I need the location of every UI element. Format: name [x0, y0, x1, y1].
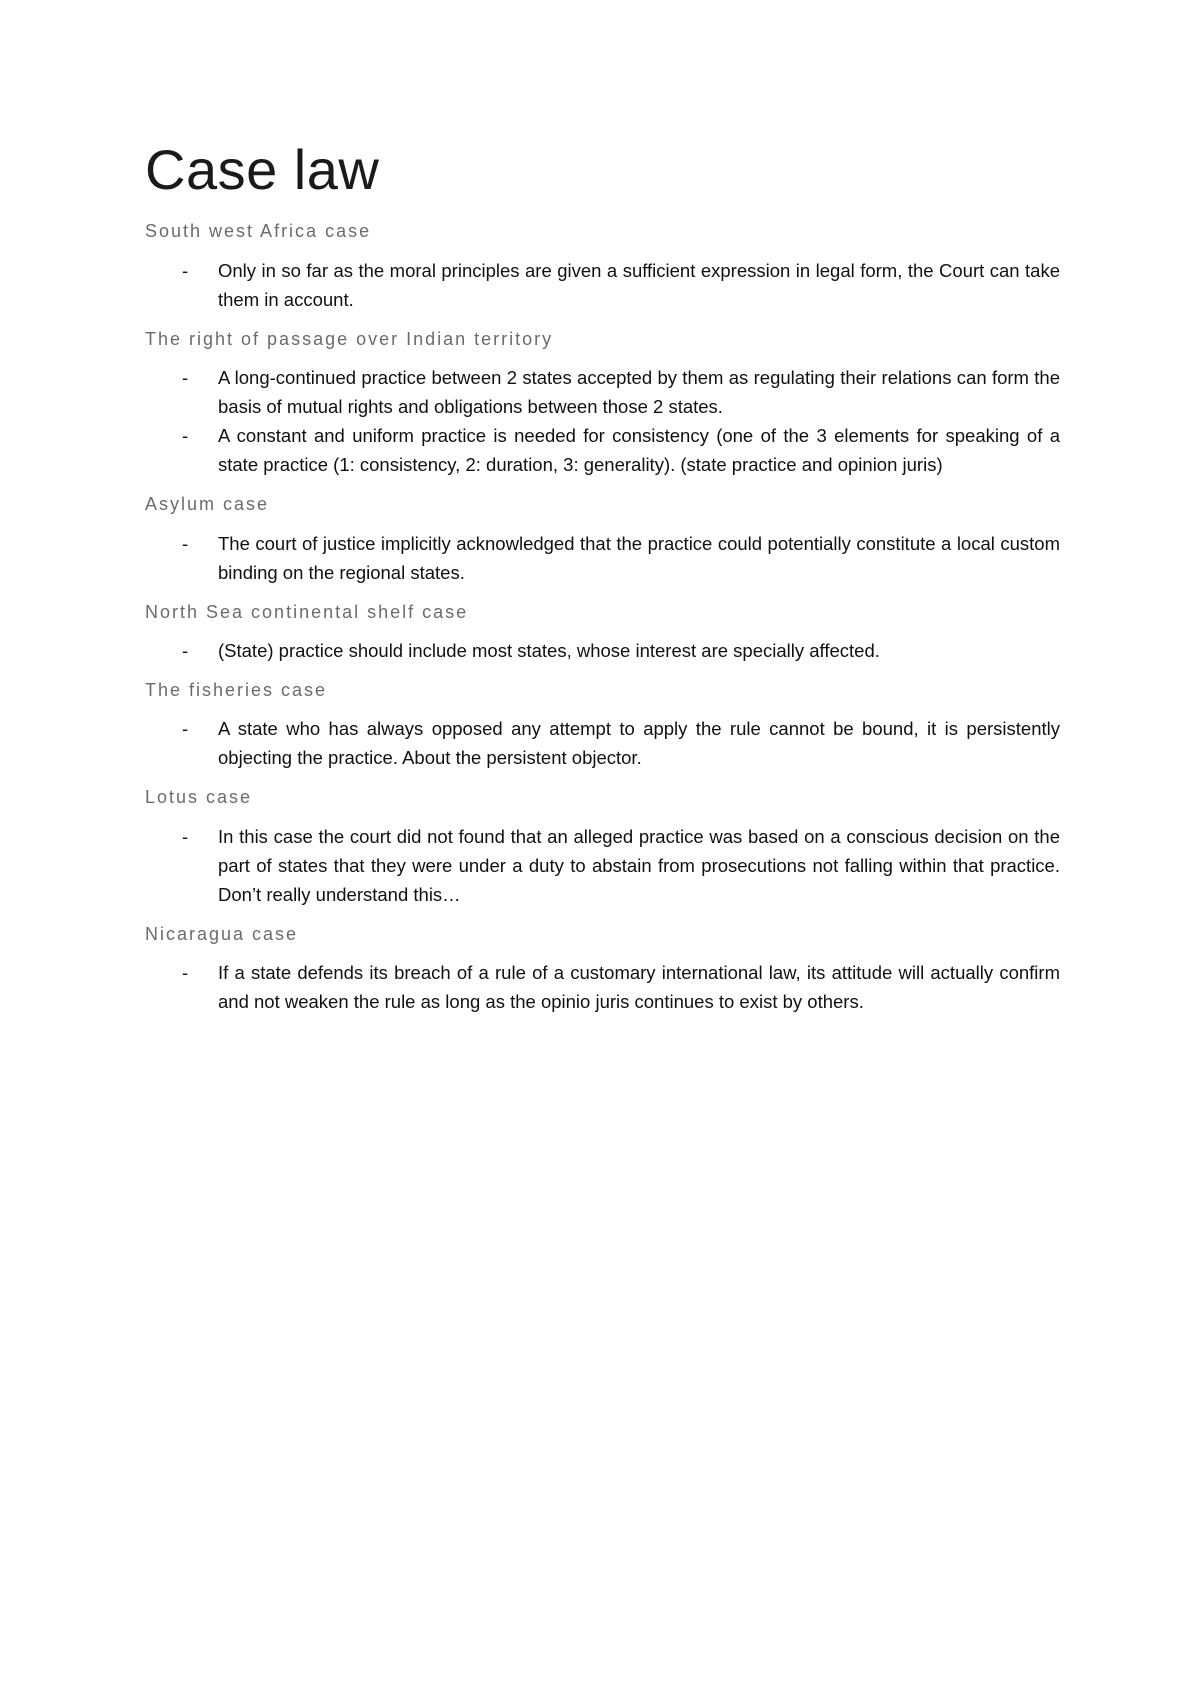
dash-bullet: -: [182, 825, 189, 847]
case-point: [145, 421, 1060, 479]
dash-bullet: -: [182, 425, 189, 447]
dash-bullet: -: [182, 639, 189, 661]
case-point: [145, 363, 1060, 421]
case-point-text: A constant and uniform practice is needed for consistency (one of the 3 elements for speaking of a state practice (1: consistency, 2: duration, 3: generality). (state practice and opinion juris): [218, 425, 1060, 476]
case-section-right-of-passage: [145, 328, 1060, 479]
case-point: [145, 822, 1060, 909]
case-point: [145, 958, 1060, 1016]
case-point: [145, 714, 1060, 772]
case-point-text: A long-continued practice between 2 states accepted by them as regulating their relations can form the basis of mutual rights and obligations between those 2 states.: [218, 367, 1060, 418]
dash-bullet: -: [182, 532, 189, 554]
case-point: [145, 256, 1060, 314]
case-point-text: (State) practice should include most states, whose interest are specially affected.: [218, 639, 880, 661]
case-point-text: In this case the court did not found that an alleged practice was based on a conscious decision on the part of states that they were under a duty to abstain from prosecutions not falling within that practice. Don’t really understand this…: [218, 825, 1060, 905]
case-point-list: [145, 256, 1060, 314]
case-section-lotus: [145, 786, 1060, 908]
case-point-list: [145, 636, 1060, 665]
dash-bullet: -: [182, 259, 189, 281]
page-title: Case law: [145, 138, 380, 201]
case-point: [145, 636, 1060, 665]
case-point-text: A state who has always opposed any attempt to apply the rule cannot be bound, it is persistently objecting the practice. About the persistent objector.: [218, 718, 1060, 769]
case-point-list: [145, 958, 1060, 1016]
case-section-nicaragua: [145, 923, 1060, 1016]
case-heading: Lotus case: [145, 787, 253, 808]
case-heading: Asylum case: [145, 494, 270, 515]
case-heading: The right of passage over Indian territory: [145, 328, 554, 349]
case-section-fisheries: [145, 679, 1060, 772]
case-point-list: [145, 529, 1060, 587]
case-section-asylum: [145, 493, 1060, 586]
case-heading: North Sea continental shelf case: [145, 601, 469, 622]
case-section-north-sea: [145, 601, 1060, 665]
dash-bullet: -: [182, 718, 189, 740]
case-point-text: The court of justice implicitly acknowledged that the practice could potentially constitute a local custom binding on the regional states.: [218, 532, 1060, 583]
case-heading: Nicaragua case: [145, 923, 299, 944]
case-point-text: Only in so far as the moral principles are given a sufficient expression in legal form, the Court can take them in account.: [218, 259, 1060, 310]
case-point: [145, 529, 1060, 587]
case-section-south-west-africa: [145, 220, 1060, 313]
case-heading: South west Africa case: [145, 221, 372, 242]
case-point-list: [145, 714, 1060, 772]
dash-bullet: -: [182, 367, 189, 389]
case-heading: The fisheries case: [145, 679, 328, 700]
case-point-list: [145, 363, 1060, 479]
dash-bullet: -: [182, 962, 189, 984]
case-point-list: [145, 822, 1060, 909]
case-point-text: If a state defends its breach of a rule of a customary international law, its attitude will actually confirm and not weaken the rule as long as the opinio juris continues to exist by others.: [218, 962, 1060, 1013]
